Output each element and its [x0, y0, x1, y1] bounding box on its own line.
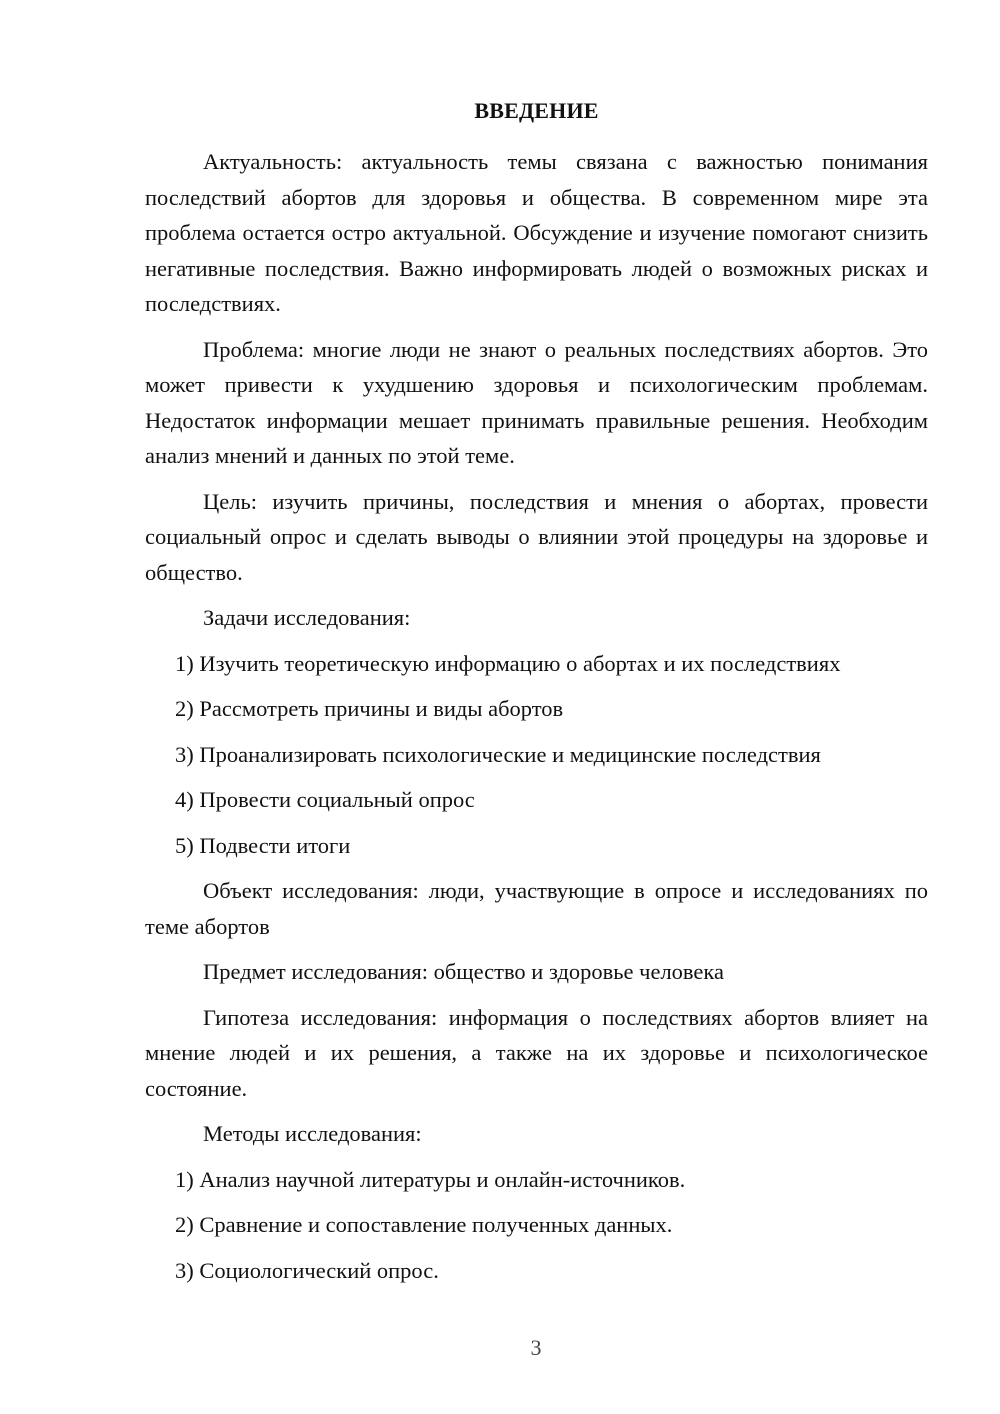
task-item: 2) Рассмотреть причины и виды абортов [175, 696, 564, 721]
hypothesis-paragraph: Гипотеза исследования: информация о последствиях абортов влияет на мнение людей и их решения, а также на их здоровье и психологическое состояние. [145, 1004, 928, 1101]
tasks-title: Задачи исследования: [203, 605, 411, 630]
method-item: 2) Сравнение и сопоставление полученных данных. [175, 1212, 673, 1237]
task-item: 3) Проанализировать психологические и медицинские последствия [175, 741, 821, 767]
subject-paragraph: Предмет исследования: общество и здоровье человека [203, 959, 724, 984]
method-item: 3) Социологический опрос. [175, 1257, 439, 1283]
relevance-paragraph: Актуальность: актуальность темы связана с важностью понимания последствий абортов для здоровья и общества. В современном мире эта проблема остается остро актуальной. Обсуждение и изучение помогают снизить негативные последствия. Важно информировать людей о возможных рисках и последствиях. [145, 149, 928, 316]
task-item: 5) Подвести итоги [175, 832, 351, 858]
methods-title: Методы исследования: [203, 1121, 422, 1146]
page-content [145, 96, 928, 1298]
method-item: 1) Анализ научной литературы и онлайн-источников. [175, 1166, 686, 1192]
task-item: 1) Изучить теоретическую информацию о абортах и их последствиях [175, 650, 841, 676]
problem-paragraph: Проблема: многие люди не знают о реальных последствиях абортов. Это может привести к ухудшению здоровья и психологическим проблемам. Недостаток информации мешает принимать правильные решения. Необходим анализ мнений и данных по этой теме. [145, 336, 928, 468]
object-paragraph: Объект исследования: люди, участвующие в опросе и исследованиях по теме абортов [145, 878, 928, 939]
page-number: 3 [530, 1335, 542, 1360]
goal-paragraph: Цель: изучить причины, последствия и мнения о абортах, провести социальный опрос и сделать выводы о влиянии этой процедуры на здоровье и общество. [145, 488, 928, 585]
section-heading: ВВЕДЕНИЕ [474, 98, 599, 123]
task-item: 4) Провести социальный опрос [175, 787, 475, 812]
